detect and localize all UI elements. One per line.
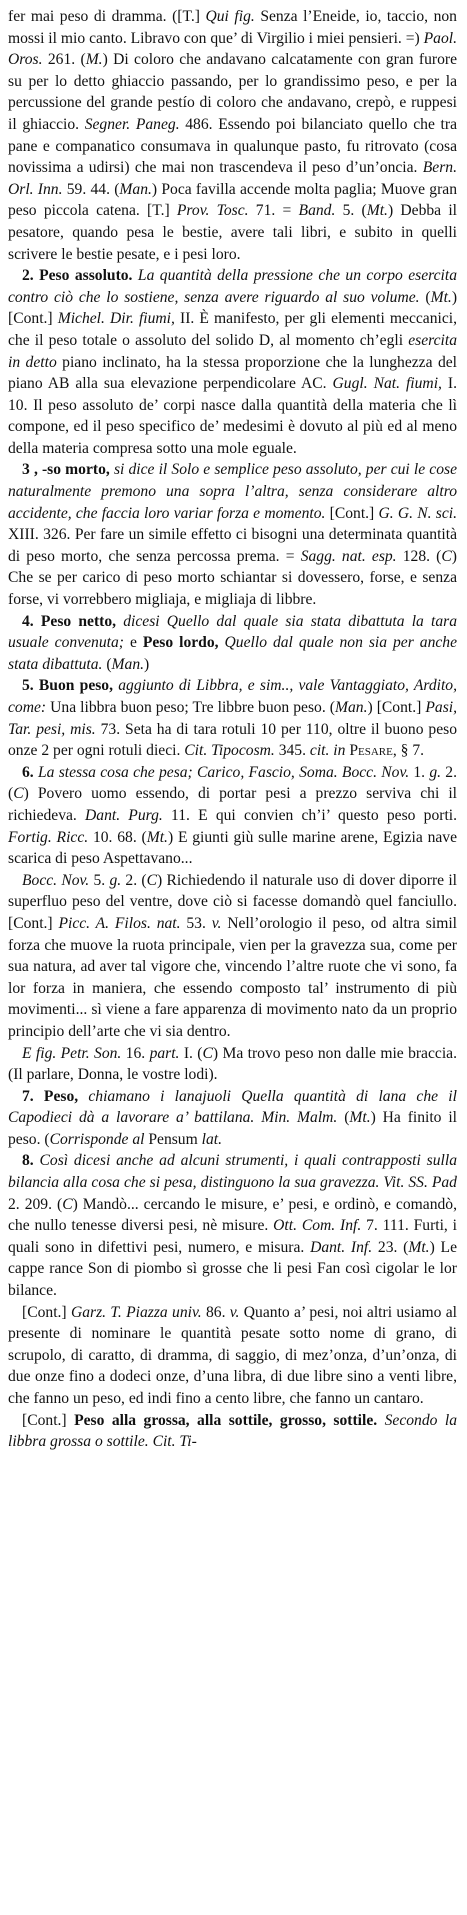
text-run: I. 10. Il peso assoluto de’ corpi nasce dalla quantità della materia che lì compone, ed il peso specifico de’ medesimi è dovuto al più ed al meno della materia compresa sotto una mole eguale. bbox=[8, 375, 457, 457]
entry-paragraph-p12 bbox=[8, 1410, 457, 1453]
text-run: 2. ( bbox=[121, 871, 147, 889]
entry-paragraph-p8 bbox=[8, 1043, 457, 1086]
text-run: II. È manifesto, per gli elementi meccanici, che il peso totale o assoluto del solido D, al momento ch’egli bbox=[8, 310, 457, 349]
italic-text: Mt. bbox=[349, 1109, 371, 1127]
headword: Peso lordo, bbox=[142, 634, 219, 652]
text-run: 1. bbox=[409, 763, 430, 781]
italic-text: Bocc. Nov. bbox=[341, 763, 410, 781]
text-run: Pensum bbox=[144, 1130, 202, 1148]
text-run: ) Di coloro che andavano calcatamente con gran furore su per lo detto ghiaccio passando, per lo grandissimo peso, e per la percussione del grande pestío di coloro che andavano, crepò, e ruppesi il ghiaccio. bbox=[8, 51, 458, 133]
entry-paragraph-p10 bbox=[8, 1150, 457, 1301]
italic-text: G. G. N. sci. bbox=[378, 504, 457, 522]
headword: 3 , -so morto, bbox=[22, 461, 110, 479]
text-run: Una libbra buon peso; Tre libbre buon peso. ( bbox=[46, 699, 335, 716]
text-run: 2. 209. ( bbox=[8, 1195, 63, 1213]
headword: 2. Peso assoluto. bbox=[22, 267, 133, 285]
text-run: 261. ( bbox=[42, 51, 86, 69]
text-run: ) Debba il pesatore, quando pesa le bestie, avere tali libri, e subito in quelli scrivere le bestie pesate, e i pesi loro. bbox=[8, 202, 457, 263]
headword: 5. Buon peso, bbox=[22, 677, 114, 695]
italic-text: La stessa cosa che pesa; Carico, Fascio, Soma. bbox=[37, 763, 338, 781]
entry-paragraph-p3 bbox=[8, 459, 457, 610]
italic-text: Dant. Purg. bbox=[85, 806, 163, 824]
text-run: , § 7. bbox=[392, 742, 425, 760]
entry-paragraph-p6 bbox=[8, 762, 457, 870]
text-run: ) [Cont.] bbox=[367, 699, 426, 716]
italic-text: C bbox=[13, 785, 24, 803]
italic-text: Fortig. Ricc. bbox=[8, 828, 89, 846]
text-run: [Cont.] bbox=[22, 1411, 75, 1429]
entry-paragraph-p7 bbox=[8, 870, 457, 1043]
text-run: Quanto a’ pesi, noi altri usiamo al presente di nominare le quantità pesate sotto nome di grano, di scrupolo, di caratto, di dramma, di saggio, di mez’onza, d’un’onza, di due onze fino a dodeci onze, d’una libra, di due libre sino a venti libre, che fanno un peso, ed indi fino a cento libre, che fanno un cantaro. bbox=[8, 1303, 457, 1407]
entry-paragraph-p11 bbox=[8, 1302, 457, 1410]
text-run: ) Richiedendo il naturale uso di dover diporre il superfluo peso del ventre, dove ciò si facesse domandò quel fanciullo. [Cont.] bbox=[8, 871, 458, 932]
text-run: e bbox=[123, 634, 143, 652]
headword: 6. bbox=[22, 763, 38, 781]
italic-text: Man. bbox=[111, 655, 145, 673]
text-run: 53. bbox=[180, 914, 212, 932]
italic-text: dicesi Quello dal quale sia stata dibattuta la tara usuale convenuta; bbox=[8, 612, 457, 652]
italic-text: C bbox=[146, 871, 157, 889]
italic-text: Cit. Tipocosm. bbox=[184, 742, 275, 760]
entry-paragraph-p5 bbox=[8, 675, 457, 761]
italic-text: aggiunto di Libbra, e sim.., vale Vantaggiato, Ardito, come: bbox=[8, 677, 457, 716]
italic-text: Mt. bbox=[408, 1238, 430, 1256]
italic-text: Bocc. Nov. bbox=[22, 871, 90, 889]
italic-text: Sagg. nat. esp. bbox=[300, 547, 397, 565]
text-run: 2. ( bbox=[8, 763, 458, 803]
italic-text: Mt. bbox=[366, 202, 388, 220]
italic-text: Vit. SS. Pad bbox=[383, 1174, 457, 1192]
text-run: ) Ma trovo peso non dalle mie braccia. (Il parlare, Donna, le vostre lodi). bbox=[8, 1044, 457, 1084]
italic-text: Mt. bbox=[146, 828, 168, 846]
text-run: ( bbox=[337, 1109, 350, 1127]
text-run: 486. Essendo poi bilanciato quello che tra pane e companatico consumava in qualunque pasto, fu ritrovato (cosa novissima a udirsi) che mai non trascendeva il peso d’un’oncia. bbox=[8, 115, 457, 177]
text-run: ( bbox=[419, 288, 431, 306]
text-run: ) bbox=[144, 655, 150, 673]
italic-text: Cit. Ti- bbox=[152, 1433, 197, 1451]
italic-text: part. bbox=[149, 1044, 180, 1062]
text-run: Senza l’Eneide, io, taccio, non mossi il mio canto. Libravo con que’ di Virgilio i miei pensieri. =) bbox=[8, 8, 457, 47]
italic-text: Secondo la libbra grossa o sottile. bbox=[8, 1411, 458, 1451]
italic-text: Paol. Oros. bbox=[8, 29, 457, 69]
italic-text: Qui fig. bbox=[205, 8, 255, 25]
italic-text: Band. bbox=[298, 202, 336, 220]
italic-text: Man. bbox=[119, 180, 152, 198]
text-run: 10. 68. ( bbox=[88, 828, 147, 846]
text-run: ) Che se per carico di peso morto schiantar si dovessero, forse, e senza forse, vi vorrebbero migliaja, e migliaja di libbre. bbox=[8, 547, 457, 609]
headword: 7. Peso, bbox=[22, 1087, 79, 1105]
entry-paragraph-p4 bbox=[8, 611, 457, 676]
text-run: 73. Seta ha di tara rotuli 10 per 110, oltre il buono peso onze 2 per ogni rotuli dieci. bbox=[8, 720, 458, 760]
text-run: [Cont.] bbox=[22, 1303, 71, 1321]
text-run: I. ( bbox=[179, 1044, 203, 1062]
italic-text: La quantità della pressione che un corpo esercita contro ciò che lo sostiene, senza avere riguardo al suo volume. bbox=[8, 267, 457, 306]
text-run: 86. bbox=[201, 1303, 230, 1321]
italic-text: Michel. Dir. fiumi, bbox=[57, 310, 175, 328]
text-run: ) Le cappe rance Son di piombo sì grosse che li pesi Fan così cigolar le lor bilance. bbox=[8, 1238, 457, 1300]
italic-text: C bbox=[62, 1195, 73, 1213]
italic-text: Mt. bbox=[430, 288, 452, 306]
italic-text: C bbox=[441, 547, 452, 565]
text-run: piano inclinato, ha la stessa proporzione che la lunghezza del piano AB alla sua elevazione perpendicolare AC. bbox=[8, 353, 457, 393]
text-run: 5. ( bbox=[335, 202, 367, 220]
italic-text: g. bbox=[109, 871, 122, 889]
entry-paragraph-p1 bbox=[8, 6, 457, 265]
text-run: 23. ( bbox=[372, 1238, 409, 1256]
italic-text: Corrisponde al bbox=[49, 1130, 145, 1148]
italic-text: v. bbox=[229, 1303, 240, 1321]
text-run: Pesare bbox=[349, 742, 393, 760]
italic-text: Prov. Tosc. bbox=[176, 202, 249, 220]
text-run: ) E giunti giù sulle marine arene, Egizia nave scarica di peso Aspettavano... bbox=[8, 828, 458, 868]
italic-text: esercita in detto bbox=[8, 331, 457, 371]
headword: Peso alla grossa, alla sottile, grosso, sottile. bbox=[74, 1411, 378, 1429]
italic-text: Dant. Inf. bbox=[310, 1238, 373, 1256]
italic-text: Quello dal quale non sia per anche stata dibattuta. bbox=[8, 634, 458, 673]
italic-text: Ott. Com. Inf. bbox=[273, 1217, 362, 1235]
italic-text: g. bbox=[429, 763, 442, 781]
italic-text: M. bbox=[85, 51, 103, 69]
italic-text: Man. bbox=[334, 699, 368, 716]
entry-paragraph-p2 bbox=[8, 265, 457, 459]
text-run: ) [Cont.] bbox=[8, 288, 458, 328]
text-run: fer mai peso di dramma. ([T.] bbox=[8, 8, 206, 25]
text-run: ) Poca favilla accende molta paglia; Muove gran peso piccola catena. [T.] bbox=[8, 180, 457, 220]
text-run: 59. 44. ( bbox=[62, 180, 120, 198]
text-run: 7. 111. Furti, i quali sono in difettivi pesi, numero, e misura. bbox=[8, 1217, 458, 1256]
text-run: 16. bbox=[121, 1044, 150, 1062]
italic-text: v. bbox=[211, 914, 222, 932]
italic-text: chiamano i lanajuoli Quella quantità di lana che il Capodieci dà a lavorare a’ battilana. bbox=[8, 1087, 457, 1127]
italic-text: cit. in bbox=[309, 742, 346, 760]
text-run: 345. bbox=[274, 742, 310, 760]
text-run: 5. bbox=[89, 871, 110, 889]
italic-text: Segner. Paneg. bbox=[84, 115, 180, 133]
italic-text: Picc. A. Filos. nat. bbox=[58, 914, 181, 932]
text-run: 11. E qui convien ch’i’ questo peso porti. bbox=[162, 806, 458, 824]
italic-text: Così dicesi anche ad alcuni strumenti, i quali contrapposti sulla bilancia alla cosa che si pesa, distinguono la sua gravezza. bbox=[8, 1152, 457, 1192]
italic-text: E fig. Petr. Son. bbox=[22, 1044, 122, 1062]
entry-paragraph-p9 bbox=[8, 1086, 457, 1151]
text-run: ) Mandò... cercando le misure, e’ pesi, e ordinò, e comandò, che nullo tenesse diversi pesi, nè misure. bbox=[8, 1195, 457, 1235]
italic-text: C bbox=[202, 1044, 213, 1062]
text-run: ( bbox=[102, 655, 112, 673]
italic-text: Bern. Orl. Inn. bbox=[8, 159, 457, 198]
text-run: ) Ha finito il peso. ( bbox=[8, 1109, 457, 1148]
headword: 4. Peso netto, bbox=[22, 612, 117, 630]
text-run: XIII. 326. Per fare un simile effetto ci bisogni una determinata quantità di peso morto, che senza percossa prema. = bbox=[8, 526, 457, 565]
text-run: Nell’orologio il peso, od altra simil forza che muove la ruota principale, vien per la gravezza sua, come per sua natura, ad aver tal vigore che, vincendo l’altre ruote che vi sono, fa lor forza in maniera, che essendo composto tal’ instrumento di più movimenti... sì viene a fare apparenza di movimento nato da un proprio principio dell’arte che vi sia dentro. bbox=[8, 914, 457, 1040]
text-run: 128. ( bbox=[396, 547, 442, 565]
headword: 8. bbox=[22, 1152, 40, 1170]
italic-text: Min. Malm. bbox=[261, 1109, 338, 1127]
italic-text: Garz. T. Piazza univ. bbox=[70, 1303, 202, 1321]
italic-text: Gugl. Nat. fiumi, bbox=[332, 375, 442, 393]
text-run: ) Povero uomo essendo, di portar pesi a prezzo serviva chi il richiedeva. bbox=[8, 785, 457, 824]
italic-text: lat. bbox=[201, 1130, 223, 1148]
text-run: [Cont.] bbox=[325, 504, 379, 522]
text-run bbox=[78, 1088, 88, 1105]
italic-text: si dice il Solo e semplice peso assoluto, per cui le cose naturalmente premono una sopra l’altra, senza considerare altro accidente, che faccia loro variar forza e momento. bbox=[8, 461, 458, 522]
italic-text: Pasi, Tar. pesi, mis. bbox=[8, 699, 457, 738]
text-run bbox=[377, 1412, 384, 1429]
text-run: 71. = bbox=[248, 202, 299, 220]
